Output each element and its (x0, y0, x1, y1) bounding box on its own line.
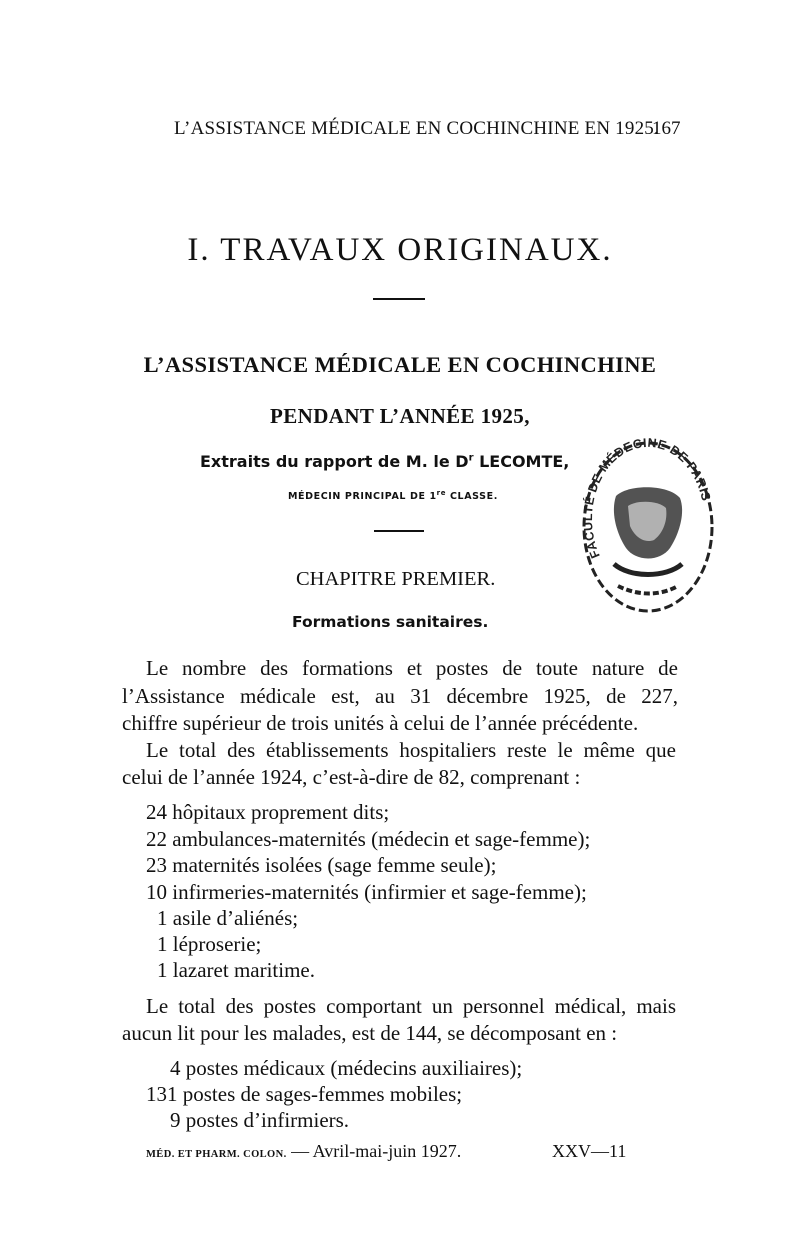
footer-journal: MÉD. ET PHARM. COLON. — Avril-mai-juin 1927. (146, 1141, 462, 1161)
paragraph-line: Le total des établissements hospitaliers reste le même que (146, 738, 676, 762)
list-item: 24 hôpitaux proprement dits; (146, 800, 390, 824)
list-item: 131 postes de sages-femmes mobiles; (146, 1082, 463, 1106)
list-item: 22 ambulances-maternités (médecin et sage-femme); (146, 827, 591, 851)
paragraph-line: Le total des postes comportant un personnel médical, mais (146, 994, 676, 1018)
author-rank: MÉDECIN PRINCIPAL DE 1re CLASSE. (288, 489, 498, 503)
list-item: 1 lazaret maritime. (157, 958, 316, 982)
chapter-title: CHAPITRE PREMIER. (296, 568, 496, 590)
paragraph-line: aucun lit pour les malades, est de 144, se décomposant en : (122, 1021, 618, 1045)
author-byline: Extraits du rapport de M. le $D^r$ LECOMTE, (200, 452, 570, 471)
article-title-line1: L’ASSISTANCE MÉDICALE EN COCHINCHINE (143, 352, 657, 377)
list-item: 23 maternités isolées (sage femme seule); (146, 853, 497, 877)
svg-text:FACULTÉ DE MÉDECINE DE PARIS: FACULTÉ DE MÉDECINE DE PARIS (580, 436, 714, 561)
list-item: 1 asile d’aliénés; (157, 906, 299, 930)
section-title: I. TRAVAUX ORIGINAUX. (187, 232, 613, 268)
running-header: L’ASSISTANCE MÉDICALE EN COCHINCHINE EN 1925. (174, 118, 659, 139)
paragraph-line: l’Assistance médicale est, au 31 décembre 1925, de 227, (122, 684, 678, 708)
list-item: 9 postes d’infirmiers. (170, 1108, 350, 1132)
library-stamp (578, 436, 718, 618)
paragraph-line: Le nombre des formations et postes de toute nature de (146, 656, 678, 680)
list-item: 10 infirmeries-maternités (infirmier et sage-femme); (146, 880, 587, 904)
chapter-subtitle: Formations sanitaires. (292, 613, 489, 631)
footer-signature: XXV—11 (552, 1141, 627, 1161)
list-item: 1 léproserie; (157, 932, 262, 956)
article-title-line2: PENDANT L’ANNÉE 1925, (270, 404, 530, 428)
divider-rule (374, 530, 424, 532)
paragraph-line: celui de l’année 1924, c’est-à-dire de 82, comprenant : (122, 765, 581, 789)
paragraph-line: chiffre supérieur de trois unités à celui de l’année précédente. (122, 711, 639, 735)
divider-rule (373, 298, 425, 300)
page-number: 167 (652, 118, 681, 139)
list-item: 4 postes médicaux (médecins auxiliaires); (170, 1056, 523, 1080)
